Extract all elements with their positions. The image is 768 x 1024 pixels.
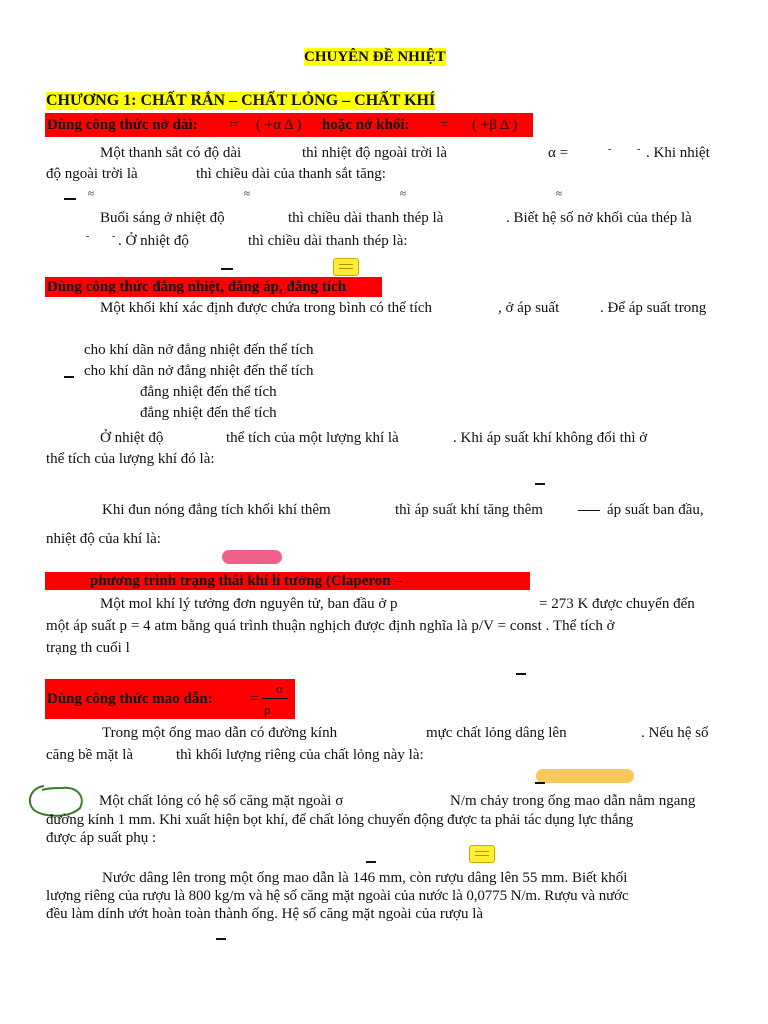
section-heading: phương trình trạng thái khí lí tưởng (Claperon – (90, 573, 402, 589)
text: = 273 K được chuyển đến (539, 596, 695, 612)
text: căng bề mặt là (46, 747, 134, 763)
option-text: đẳng nhiệt đến thể tích (140, 405, 277, 421)
fraction-bar (64, 198, 76, 200)
formula-part: ρ (264, 702, 271, 717)
fraction-bar (535, 782, 545, 784)
section-heading: Dùng công thức đẳng nhiệt, đẳng áp, đẳng tích (47, 279, 347, 295)
text: . Để áp suất trong (600, 300, 707, 316)
text: Khi đun nóng đẳng tích khối khí thêm (102, 502, 331, 518)
text: ≈ (556, 188, 563, 200)
text: ≈ (244, 188, 251, 200)
text: Một chất lỏng có hệ số căng mặt ngoài σ (99, 793, 344, 809)
text: . Nếu hệ số (641, 725, 709, 741)
fraction-bar (535, 483, 545, 485)
text: thể tích của lượng khí đó là: (46, 451, 215, 467)
text: lượng riêng của rượu là 800 kg/m và hệ số căng mặt ngoài của nước là 0,0775 N/m. Rượu và nước (46, 888, 629, 904)
chapter-heading: CHƯƠNG 1: CHẤT RẮN – CHẤT LỎNG – CHẤT KHÍ (46, 92, 436, 109)
text: Buổi sáng ở nhiệt độ (100, 210, 225, 226)
section-heading: Dùng công thức nở dài: (47, 117, 198, 133)
section-heading: hoặc nở khối: (322, 117, 410, 133)
formula-part: = (230, 117, 239, 133)
text: một áp suất p = 4 atm bằng quá trình thuận nghịch được định nghĩa là p/V = const . Thể tích ở (46, 618, 615, 634)
text: được áp suất phụ : (46, 830, 157, 846)
text: , ở áp suất (498, 300, 560, 316)
comment-note-icon[interactable] (333, 258, 359, 276)
text: α = (548, 145, 569, 161)
text: áp suất ban đầu, (607, 502, 704, 518)
fraction-bar (366, 861, 376, 863)
text: mực chất lỏng dâng lên (426, 725, 567, 741)
text: Một mol khí lý tưởng đơn nguyên tử, ban đầu ở p (100, 596, 398, 612)
comment-note-icon[interactable] (469, 845, 495, 863)
text: - (608, 144, 612, 155)
formula-part: ( +β Δ ) (472, 117, 518, 133)
text: nhiệt độ của khí là: (46, 531, 161, 547)
text: . Ở nhiệt độ (118, 233, 189, 249)
formula-part: = (440, 117, 449, 133)
text: . Biết hệ số nở khối của thép là (506, 210, 692, 226)
formula-part: σ (276, 681, 284, 696)
formula-part: = (250, 691, 259, 707)
text: . Khi áp suất khí không đổi thì ở (453, 430, 648, 446)
text: Ở nhiệt độ (100, 430, 164, 446)
text: ≈ (400, 188, 407, 200)
text: độ ngoài trời là (46, 166, 138, 182)
text: Một khối khí xác định được chứa trong bình có thể tích (100, 300, 433, 316)
text: thì áp suất khí tăng thêm (395, 502, 543, 518)
option-text: cho khí dãn nở đẳng nhiệt đến thể tích (84, 363, 314, 379)
section-heading: Dùng công thức mao dẫn: (47, 691, 213, 707)
yellow-highlight-annotation[interactable] (536, 769, 634, 783)
fraction-bar (578, 510, 600, 511)
text: - (112, 231, 116, 242)
option-text: cho khí dãn nở đẳng nhiệt đến thể tích (84, 342, 314, 358)
text: - (637, 144, 641, 155)
text: Một thanh sắt có độ dài (100, 145, 242, 161)
option-text: đẳng nhiệt đến thể tích (140, 384, 277, 400)
fraction-bar (221, 268, 233, 270)
text: N/m chảy trong ống mao dẫn nằm ngang (450, 793, 696, 809)
text: đều làm dính ướt hoàn toàn thành ống. Hệ số căng mặt ngoài của rượu là (46, 906, 484, 922)
fraction-bar (516, 673, 526, 675)
text: thì chiều dài thanh thép là: (248, 233, 408, 249)
text: Nước dâng lên trong một ống mao dẫn là 146 mm, còn rượu dâng lên 55 mm. Biết khối (102, 870, 628, 886)
text: thể tích của một lượng khí là (226, 430, 399, 446)
pink-highlight-annotation[interactable] (222, 550, 282, 564)
text: - (86, 231, 90, 242)
document-title: CHUYÊN ĐỀ NHIỆT (304, 49, 446, 65)
text: ≈ (88, 188, 95, 200)
text: thì chiều dài của thanh sắt tăng: (196, 166, 386, 182)
text: đường kính 1 mm. Khi xuất hiện bọt khí, để chất lỏng chuyển động được ta phải tác dụng lực thắng (46, 812, 634, 828)
text: . Khi nhiệt (646, 145, 710, 161)
text: thì nhiệt độ ngoài trời là (302, 145, 447, 161)
text: thì chiều dài thanh thép là (288, 210, 444, 226)
fraction-bar (216, 938, 226, 940)
text: Trong một ống mao dẫn có đường kính (102, 725, 338, 741)
fraction-bar (262, 698, 288, 699)
formula-part: ( +α Δ ) (256, 117, 302, 133)
fraction-bar (64, 376, 74, 378)
text: trạng th cuối l (46, 640, 130, 656)
text: thì khối lượng riêng của chất lỏng này là: (176, 747, 424, 763)
